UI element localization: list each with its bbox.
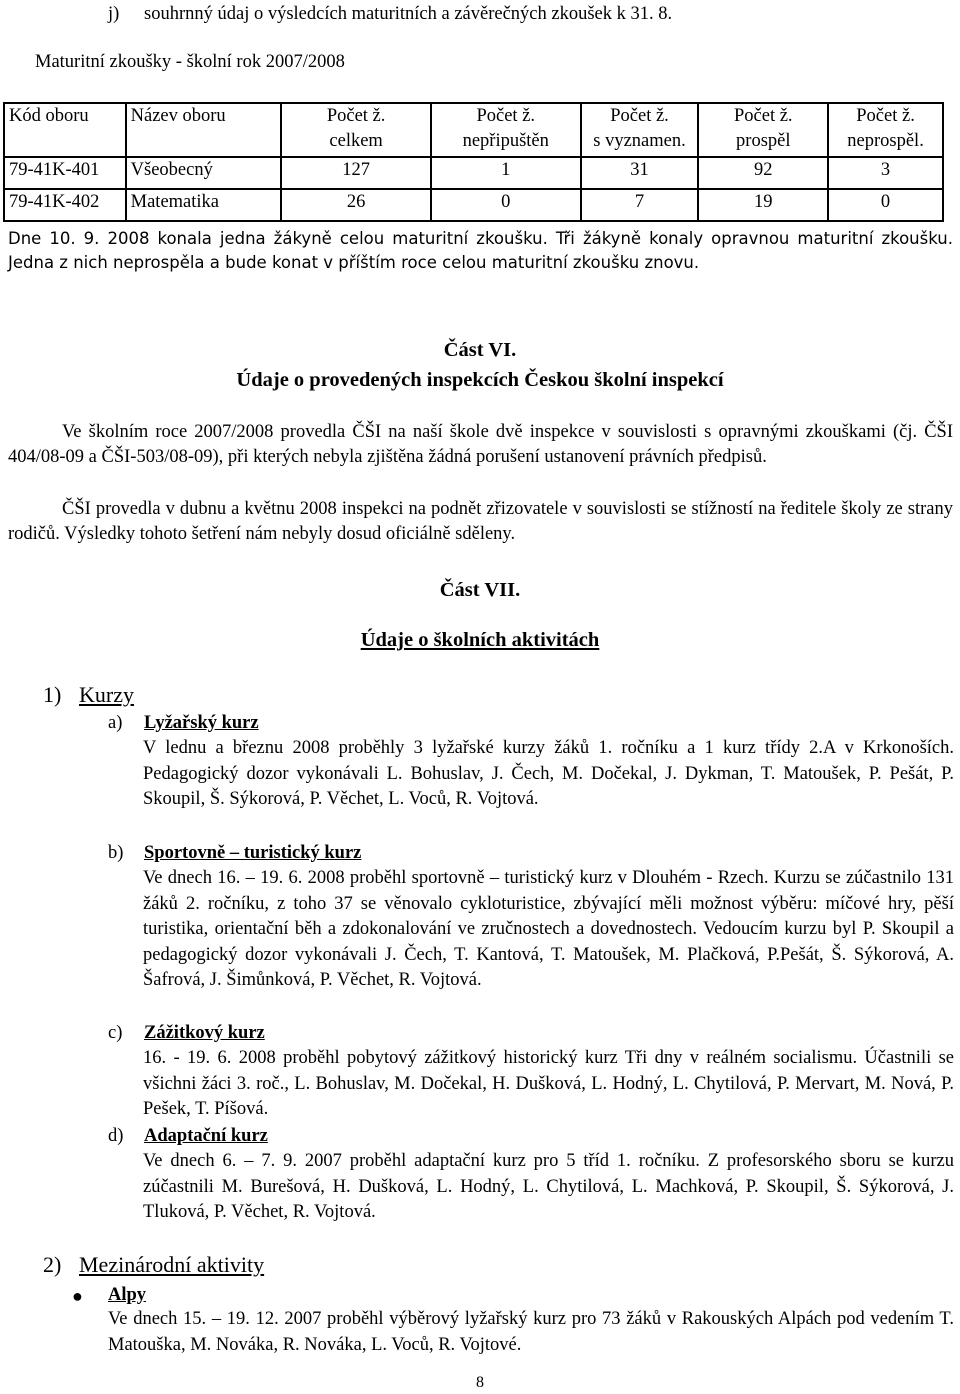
part6-title: Část VI. bbox=[443, 339, 517, 361]
item-label: d) bbox=[108, 1126, 124, 1146]
course-description: 16. - 19. 6. 2008 proběhl pobytový zážitkový historický kurz Tři dny v reálném socialismu. Účastnili se všichni žáci 3. roč., L. Bohuslav, M. Dočekal, H. Dušková, L. Hodný, L. Chytilová, P. Mervart, M. Nová, P. Pešek, T. Píšová. bbox=[143, 1048, 954, 1119]
inspection-paragraph: ČŠI provedla v dubnu a květnu 2008 inspekci na podnět zřizovatele v souvislosti se stížností na ředitele školy ze strany rodičů. Výsledky tohoto šetření nám nebyly dosud oficiálně sděleny. bbox=[8, 499, 953, 544]
table-cell: Matematika bbox=[126, 189, 282, 221]
table-cell: 19 bbox=[698, 189, 828, 221]
item-label: j) bbox=[108, 4, 120, 24]
section-international-heading bbox=[43, 1250, 264, 1281]
table-cell: 79-41K-402 bbox=[4, 189, 126, 221]
table-row bbox=[4, 157, 943, 189]
exam-results-table bbox=[3, 102, 944, 222]
page-number: 8 bbox=[476, 1374, 484, 1391]
table-cell: 92 bbox=[698, 157, 828, 189]
course-heading-ski bbox=[108, 711, 259, 737]
item-label: a) bbox=[108, 713, 123, 733]
section-title: Mezinárodní aktivity bbox=[79, 1252, 265, 1277]
course-title: Adaptační kurz bbox=[144, 1126, 268, 1146]
course-description: Ve dnech 6. – 7. 9. 2007 proběhl adaptační kurz pro 5 tříd 1. ročníku. Z profesorského sboru se kurzu zúčastnili M. Burešová, H. Dušková, L. Hodný, L. Chytilová, L. Machková, P. Skoupil, Š. Sýkorová, J. Tluková, P. Věchet, R. Vojtová. bbox=[143, 1151, 954, 1222]
part6-subtitle: Údaje o provedených inspekcích Českou školní inspekcí bbox=[236, 369, 724, 391]
table-cell: Všeobecný bbox=[126, 157, 282, 189]
exam-title: Maturitní zkoušky - školní rok 2007/2008 bbox=[35, 52, 345, 72]
table-cell: 127 bbox=[281, 157, 431, 189]
inspection-paragraph: Ve školním roce 2007/2008 provedla ČŠI na naší škole dvě inspekce v souvislosti s opravnými zkouškami (čj. ČŠI 404/08-09 a ČŠI-503/08-09), při kterých nebyla zjištěna žádná porušení ustanovení právních předpisů. bbox=[8, 422, 953, 467]
section-j-heading bbox=[108, 2, 672, 28]
item-text: souhrnný údaj o výsledcích maturitních a závěrečných zkoušek k 31. 8. bbox=[144, 4, 673, 24]
table-row bbox=[4, 189, 943, 221]
course-title: Zážitkový kurz bbox=[144, 1023, 265, 1043]
course-title: Lyžařský kurz bbox=[144, 713, 259, 733]
table-cell: 7 bbox=[581, 189, 699, 221]
course-heading-adaptation bbox=[108, 1124, 268, 1150]
table-cell: 3 bbox=[828, 157, 943, 189]
table-cell: 0 bbox=[431, 189, 581, 221]
header-cell: Počet ž. celkem bbox=[281, 103, 431, 157]
table-cell: 79-41K-401 bbox=[4, 157, 126, 189]
part7-subtitle: Údaje o školních aktivitách bbox=[360, 629, 600, 651]
table-cell: 0 bbox=[828, 189, 943, 221]
activity-description: Ve dnech 15. – 19. 12. 2007 proběhl výběrový lyžařský kurz pro 73 žáků v Rakouských Alpách pod vedením T. Matouška, M. Nováka, R. Nováka, L. Voců, R. Vojtové. bbox=[108, 1309, 954, 1355]
table-cell: 26 bbox=[281, 189, 431, 221]
section-title: Kurzy bbox=[79, 682, 134, 707]
section-kurzy-heading bbox=[43, 680, 134, 711]
exam-note: Dne 10. 9. 2008 konala jedna žákyně celou maturitní zkoušku. Tři žákyně konaly opravnou maturitní zkoušku. Jedna z nich neprospěla a bude konat v příštím roce celou maturitní zkoušku znovu. bbox=[8, 229, 953, 272]
item-label: c) bbox=[108, 1023, 123, 1043]
header-cell: Počet ž. s vyznamen. bbox=[581, 103, 699, 157]
course-heading-sport bbox=[108, 841, 361, 867]
header-cell: Počet ž. neprospěl. bbox=[828, 103, 943, 157]
table-cell: 1 bbox=[431, 157, 581, 189]
activity-title: Alpy bbox=[108, 1285, 147, 1305]
section-number: 1) bbox=[43, 682, 62, 707]
bullet-icon: ● bbox=[72, 1286, 83, 1306]
section-number: 2) bbox=[43, 1252, 62, 1277]
course-description: V lednu a březnu 2008 proběhly 3 lyžařské kurzy žáků 1. ročníku a 1 kurz třídy 2.A v Krkonoších. Pedagogický dozor vykonávali L. Bohuslav, J. Čech, M. Dočekal, J. Dykman, T. Matoušek, P. Pešát, P. Skoupil, Š. Sýkorová, P. Věchet, L. Voců, R. Vojtová. bbox=[143, 738, 954, 809]
course-description: Ve dnech 16. – 19. 6. 2008 proběhl sportovně – turistický kurz v Dlouhém - Rzech. Kurzu se zúčastnilo 131 žáků 2. ročníku, z toho 37 se věnovalo cykloturistice, zbývající měli možnost výběru: míčové hry, pěší turistika, orientační běh a zdokonalování ve zručnostech a dovednostech. Vedoucím kurzu byl P. Skoupil a pedagogický dozor vykonávali J. Čech, T. Kantová, T. Matoušek, M. Plačková, P.Pešát, Š. Sýkorová, A. Šafrová, J. Šimůnková, P. Věchet, R. Vojtová. bbox=[143, 868, 954, 990]
header-cell: Název oboru bbox=[126, 103, 282, 157]
header-cell: Počet ž. nepřipuštěn bbox=[431, 103, 581, 157]
header-cell: Kód oboru bbox=[4, 103, 126, 157]
item-label: b) bbox=[108, 843, 124, 863]
course-title: Sportovně – turistický kurz bbox=[144, 843, 362, 863]
part7-title: Část VII. bbox=[439, 579, 521, 601]
table-header-row bbox=[4, 103, 943, 157]
table-cell: 31 bbox=[581, 157, 699, 189]
header-cell: Počet ž. prospěl bbox=[698, 103, 828, 157]
course-heading-experience bbox=[108, 1021, 265, 1047]
